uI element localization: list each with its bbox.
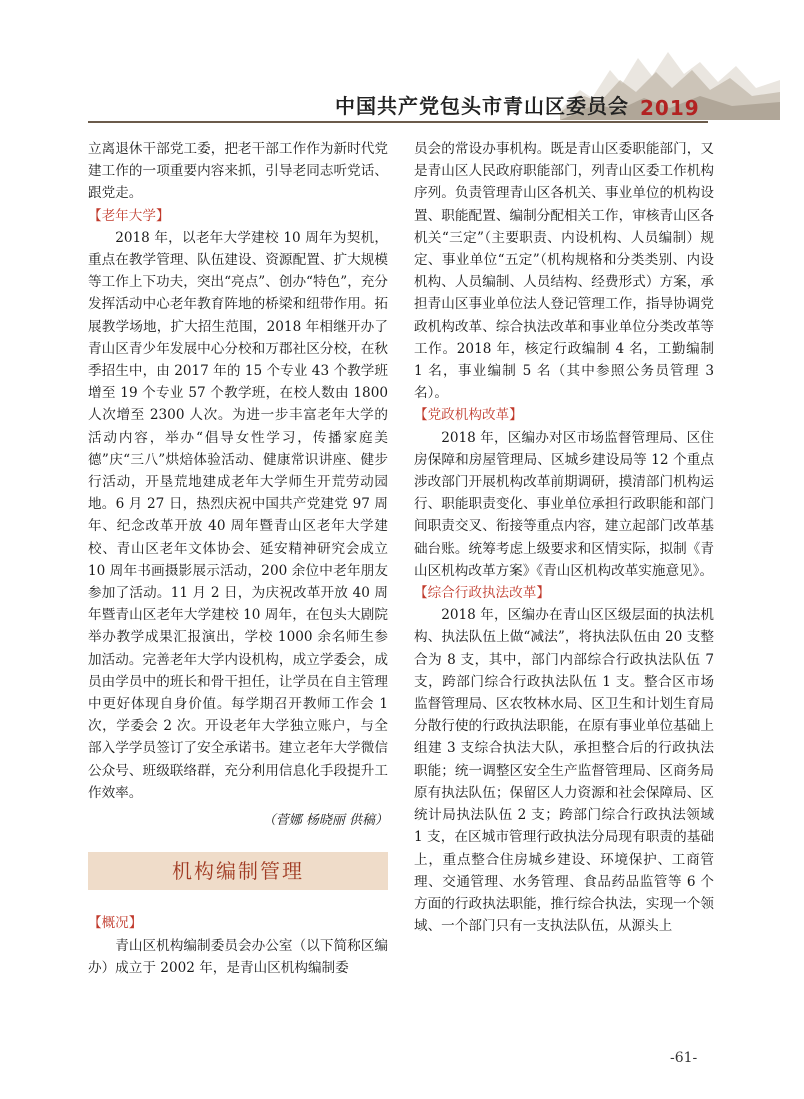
right-column <box>414 138 714 937</box>
party-reform-paragraph: 2018 年，区编办对区市场监督管理局、区住房保障和房屋管理局、区城乡建设局等 12 个重点涉改部门开展机构改革前期调研，摸清部门机构运行、职能职责变化、事业单位承担行政职能和部门间职责交叉、衔接等重点内容，建立起部门改革基础台账。统筹考虑上级要求和区情实际，拟制《青山区机构改革方案》《青山区机构改革实施意见》。 <box>414 429 714 579</box>
section-heading-law-enforcement-reform: 【综合行政执法改革】 <box>414 585 550 602</box>
credit-line: （菅娜 杨晓丽 供稿） <box>262 813 388 829</box>
page-number: -61- <box>670 1050 698 1066</box>
left-column <box>88 138 388 979</box>
overview-paragraph: 青山区机构编制委员会办公室（以下简称区编办）成立于 2002 年，是青山区机构编制委 <box>88 937 388 976</box>
section-heading-senior-university: 【老年大学】 <box>88 207 170 224</box>
overview-continuation-paragraph: 员会的常设办事机构。既是青山区委职能部门，又是青山区人民政府职能部门，列青山区委工作机构序列。负责管理青山区各机关、事业单位的机构设置、职能配置、编制分配相关工作，审核青山区各机关“三定”（主要职责、内设机构、人员编制）规定、事业单位“五定”（机构规格和分类类别、内设机构、人员编制、人员结构、经费形式）方案，承担青山区事业单位法人登记管理工作，指导协调党政机构改革、综合执法改革和事业单位分类改革等工作。2018 年，核定行政编制 4 名，工勤编制 1 名，事业编制 5 名（其中参照公务员管理 3 名）。 <box>414 141 714 402</box>
section-heading-overview: 【概况】 <box>88 915 143 932</box>
law-enforcement-reform-paragraph: 2018 年，区编办在青山区区级层面的执法机构、执法队伍上做“减法”，将执法队伍由 20 支整合为 8 支，其中，部门内部综合行政执法队伍 7 支，跨部门综合行政执法队伍 1 支。整合区市场监督管理局、区农牧林水局、区卫生和计划生育局分散行使的行政执法职能，在原有事业单位基础上组建 3 支综合执法大队，承担整合后的行政执法职能；统一调整区安全生产监督管理局、区商务局原有执法队伍；保留区人力资源和社会保障局、区统计局执法队伍 2 支；跨部门综合行政执法领域 1 支，在区城市管理行政执法分局现有职责的基础上，重点整合住房城乡建设、环境保护、工商管理、交通管理、水务管理、食品药品监管等 6 个方面的行政执法职能，推行综合执法，实现一个领域、一个部门只有一支执法队伍，从源头上 <box>414 607 714 935</box>
intro-paragraph: 立离退休干部党工委，把老干部工作作为新时代党建工作的一项重要内容来抓，引导老同志听党话、跟党走。 <box>88 141 388 202</box>
header-divider <box>88 121 708 123</box>
chapter-title-banner: 机构编制管理 <box>88 852 388 890</box>
senior-university-paragraph: 2018 年，以老年大学建校 10 周年为契机，重点在教学管理、队伍建设、资源配置、扩大规模等工作上下功夫，突出“亮点”、创办“特色”，充分发挥活动中心老年教育阵地的桥梁和纽带作用。拓展教学场地，扩大招生范围，2018 年相继开办了青山区青少年发展中心分校和万郡社区分校，在秋季招生中，由 2017 年的 15 个专业 43 个教学班增至 19 个专业 57 个教学班，在校人数由 1800 人次增至 2300 人次。为进一步丰富老年大学的活动内容，举办“倡导女性学习，传播家庭美德”庆“三八”烘焙体验活动、健康常识讲座、健步行活动，开垦荒地建成老年大学师生开荒劳动园地。6 月 27 日，热烈庆祝中国共产党建党 97 周年、纪念改革开放 40 周年暨青山区老年大学建校、青山区老年文体协会、延安精神研究会成立 10 周年书画摄影展示活动，200 余位中老年朋友参加了活动。11 月 2 日，为庆祝改革开放 40 周年暨青山区老年大学建校 10 周年，在包头大剧院举办教学成果汇报演出，学校 1000 余名师生参加活动。完善老年大学内设机构，成立学委会，成员由学员中的班长和骨干担任，让学员在自主管理中更好体现自身价值。每学期召开教师工作会 1 次，学委会 2 次。开设老年大学独立账户，与全部入学学员签订了安全承诺书。建立老年大学微信公众号、班级联络群，充分利用信息化手段提升工作效率。 <box>88 229 388 801</box>
section-heading-party-reform: 【党政机构改革】 <box>414 407 523 424</box>
header-year: 2019 <box>640 96 700 120</box>
page-header <box>0 0 804 125</box>
header-title: 中国共产党包头市青山区委员会 <box>335 94 629 118</box>
